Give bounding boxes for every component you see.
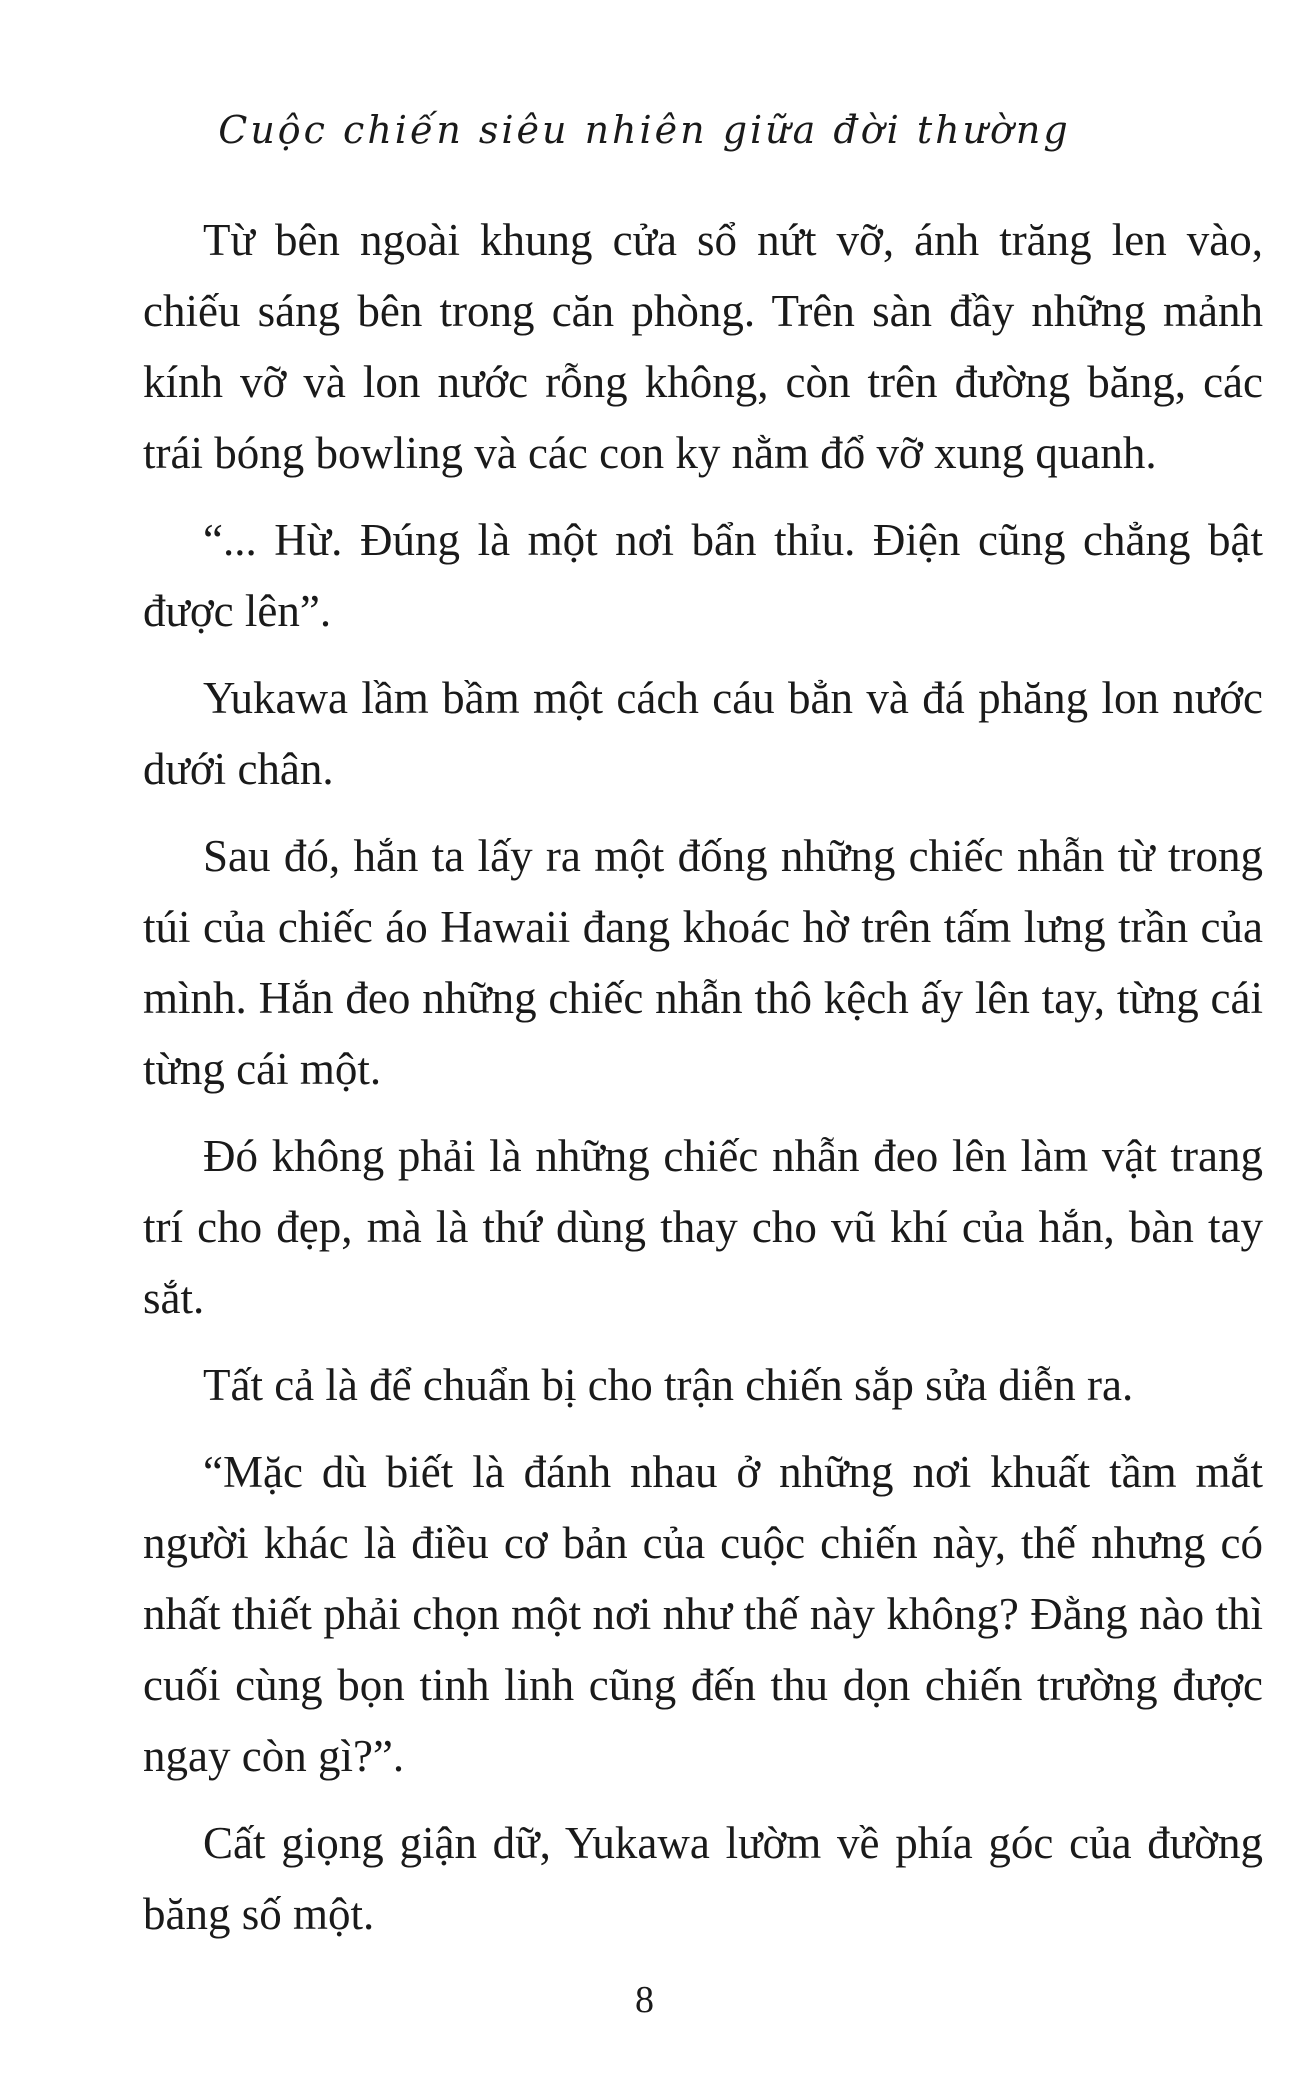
running-header: Cuộc chiến siêu nhiên giữa đời thường <box>218 108 1071 152</box>
paragraph: Từ bên ngoài khung cửa sổ nứt vỡ, ánh trăng len vào, chiếu sáng bên trong căn phòng. Trên sàn đầy những mảnh kính vỡ và lon nước rỗng không, còn trên đường băng, các trái bóng bowling và các con ky nằm đổ vỡ xung quanh. <box>143 215 1263 478</box>
body-text <box>143 205 1263 1966</box>
paragraph: Tất cả là để chuẩn bị cho trận chiến sắp sửa diễn ra. <box>203 1360 1134 1410</box>
page-number: 8 <box>635 1979 654 2021</box>
paragraph: Sau đó, hắn ta lấy ra một đống những chiếc nhẫn từ trong túi của chiếc áo Hawaii đang khoác hờ trên tấm lưng trần của mình. Hắn đeo những chiếc nhẫn thô kệch ấy lên tay, từng cái từng cái một. <box>143 831 1263 1094</box>
paragraph: Yukawa lầm bầm một cách cáu bẳn và đá phăng lon nước dưới chân. <box>143 673 1263 794</box>
paragraph: “Mặc dù biết là đánh nhau ở những nơi khuất tầm mắt người khác là điều cơ bản của cuộc chiến này, thế nhưng có nhất thiết phải chọn một nơi như thế này không? Đằng nào thì cuối cùng bọn tinh linh cũng đến thu dọn chiến trường được ngay còn gì?”. <box>143 1447 1263 1781</box>
paragraph: “... Hừ. Đúng là một nơi bẩn thỉu. Điện cũng chẳng bật được lên”. <box>143 515 1263 636</box>
paragraph: Cất giọng giận dữ, Yukawa lườm về phía góc của đường băng số một. <box>143 1818 1263 1939</box>
paragraph: Đó không phải là những chiếc nhẫn đeo lên làm vật trang trí cho đẹp, mà là thứ dùng thay cho vũ khí của hắn, bàn tay sắt. <box>143 1131 1263 1323</box>
